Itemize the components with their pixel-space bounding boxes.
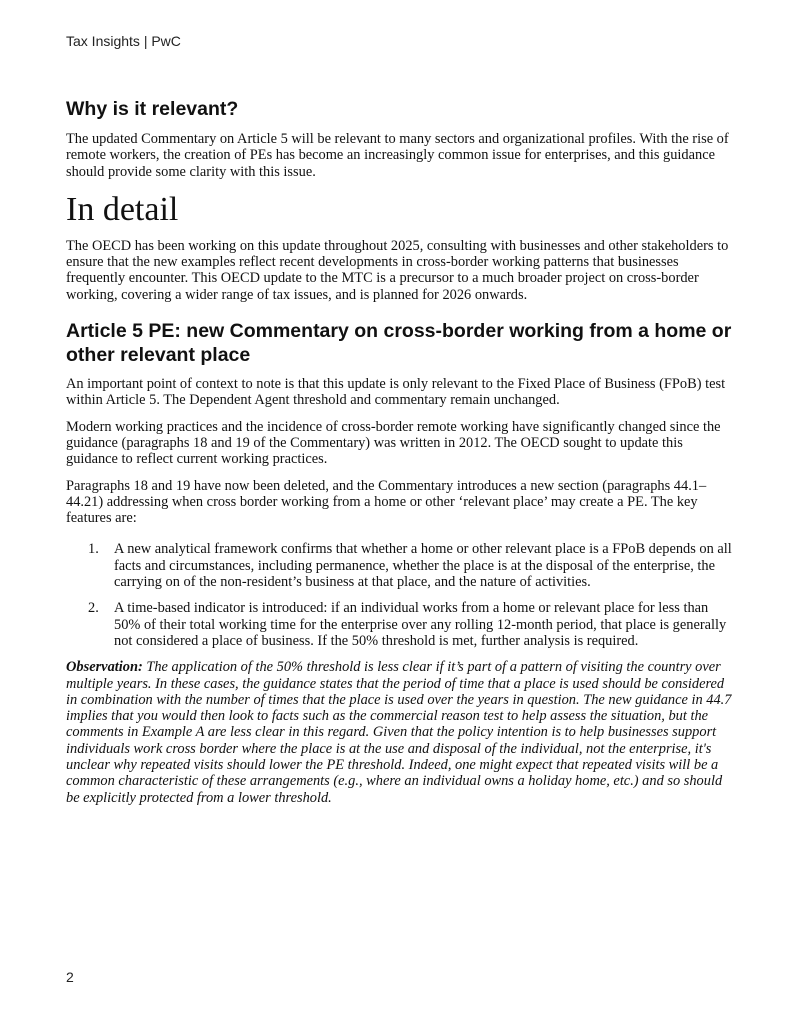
page-content	[66, 97, 738, 806]
observation-text: The application of the 50% threshold is less clear if it’s part of a pattern of visiting the country over multiple years. In these cases, the guidance states that the period of time that a place is used should be considered in combination with the number of times that the place is used over the years in question. The new guidance in 44.7 implies that you would then look to facts such as the commercial reason test to help assess the situation, but the comments in Example A are less clear in this regard. Given that the policy intention is to help businesses support individuals work cross border where the place is at the use and disposal of the individual, not the enterprise, it's unclear why repeated visits should lower the PE threshold. Indeed, one might expect that repeated visits will be a common characteristic of these arrangements (e.g., where an individual owns a holiday home, etc.) and so should be explicitly protected from a lower threshold.	[66, 659, 732, 806]
context-paragraph: An important point of context to note is that this update is only relevant to the Fixed Place of Business (FPoB) test within Article 5. The Dependent Agent threshold and commentary remain unchanged.	[66, 376, 726, 409]
list-item-number: 2.	[88, 600, 99, 617]
why-relevant-paragraph: The updated Commentary on Article 5 will be relevant to many sectors and organizational profiles. With the rise of remote workers, the creation of PEs has become an increasingly common issue for enterprises, and this guidance should provide some clarity with this issue.	[66, 131, 729, 180]
list-item	[66, 600, 738, 649]
observation-note	[66, 659, 738, 806]
list-item	[66, 541, 738, 590]
list-item-number: 1.	[88, 541, 99, 558]
list-item-text: A time-based indicator is introduced: if an individual works from a home or relevant place for less than 50% of their total working time for the enterprise over any rolling 12-month period, that place is generally not considered a place of business. If the 50% threshold is met, further analysis is required.	[114, 600, 727, 649]
article-5-heading: Article 5 PE: new Commentary on cross-border working from a home or other relevant place	[66, 320, 732, 367]
in-detail-heading: In detail	[66, 190, 179, 228]
key-features-intro-paragraph: Paragraphs 18 and 19 have now been deleted, and the Commentary introduces a new section (paragraphs 44.1–44.21) addressing when cross border working from a home or other ‘relevant place’ may create a PE. The key features are:	[66, 477, 707, 527]
observation-label: Observation:	[66, 659, 143, 676]
running-header: Tax Insights | PwC	[66, 33, 181, 49]
modern-practices-paragraph: Modern working practices and the incidence of cross-border remote working have significantly changed since the guidance (paragraphs 18 and 19 of the Commentary) was written in 2012. The OECD sought to update this guidance to reflect current working practices.	[66, 418, 721, 468]
key-features-list	[66, 541, 738, 649]
page-number: 2	[66, 969, 74, 985]
why-relevant-heading: Why is it relevant?	[66, 98, 239, 120]
in-detail-paragraph: The OECD has been working on this update throughout 2025, consulting with businesses and other stakeholders to ensure that the new examples reflect recent developments in cross-border working patterns that businesses frequently encounter. This OECD update to the MTC is a precursor to a much broader project on cross-border working, covering a wider range of tax issues, and is planned for 2026 onwards.	[66, 237, 729, 303]
list-item-text: A new analytical framework confirms that whether a home or other relevant place is a FPoB depends on all facts and circumstances, including permanence, whether the place is at the disposal of the enterprise, the carrying on of the non-resident’s business at that place, and the nature of activities.	[114, 541, 732, 591]
